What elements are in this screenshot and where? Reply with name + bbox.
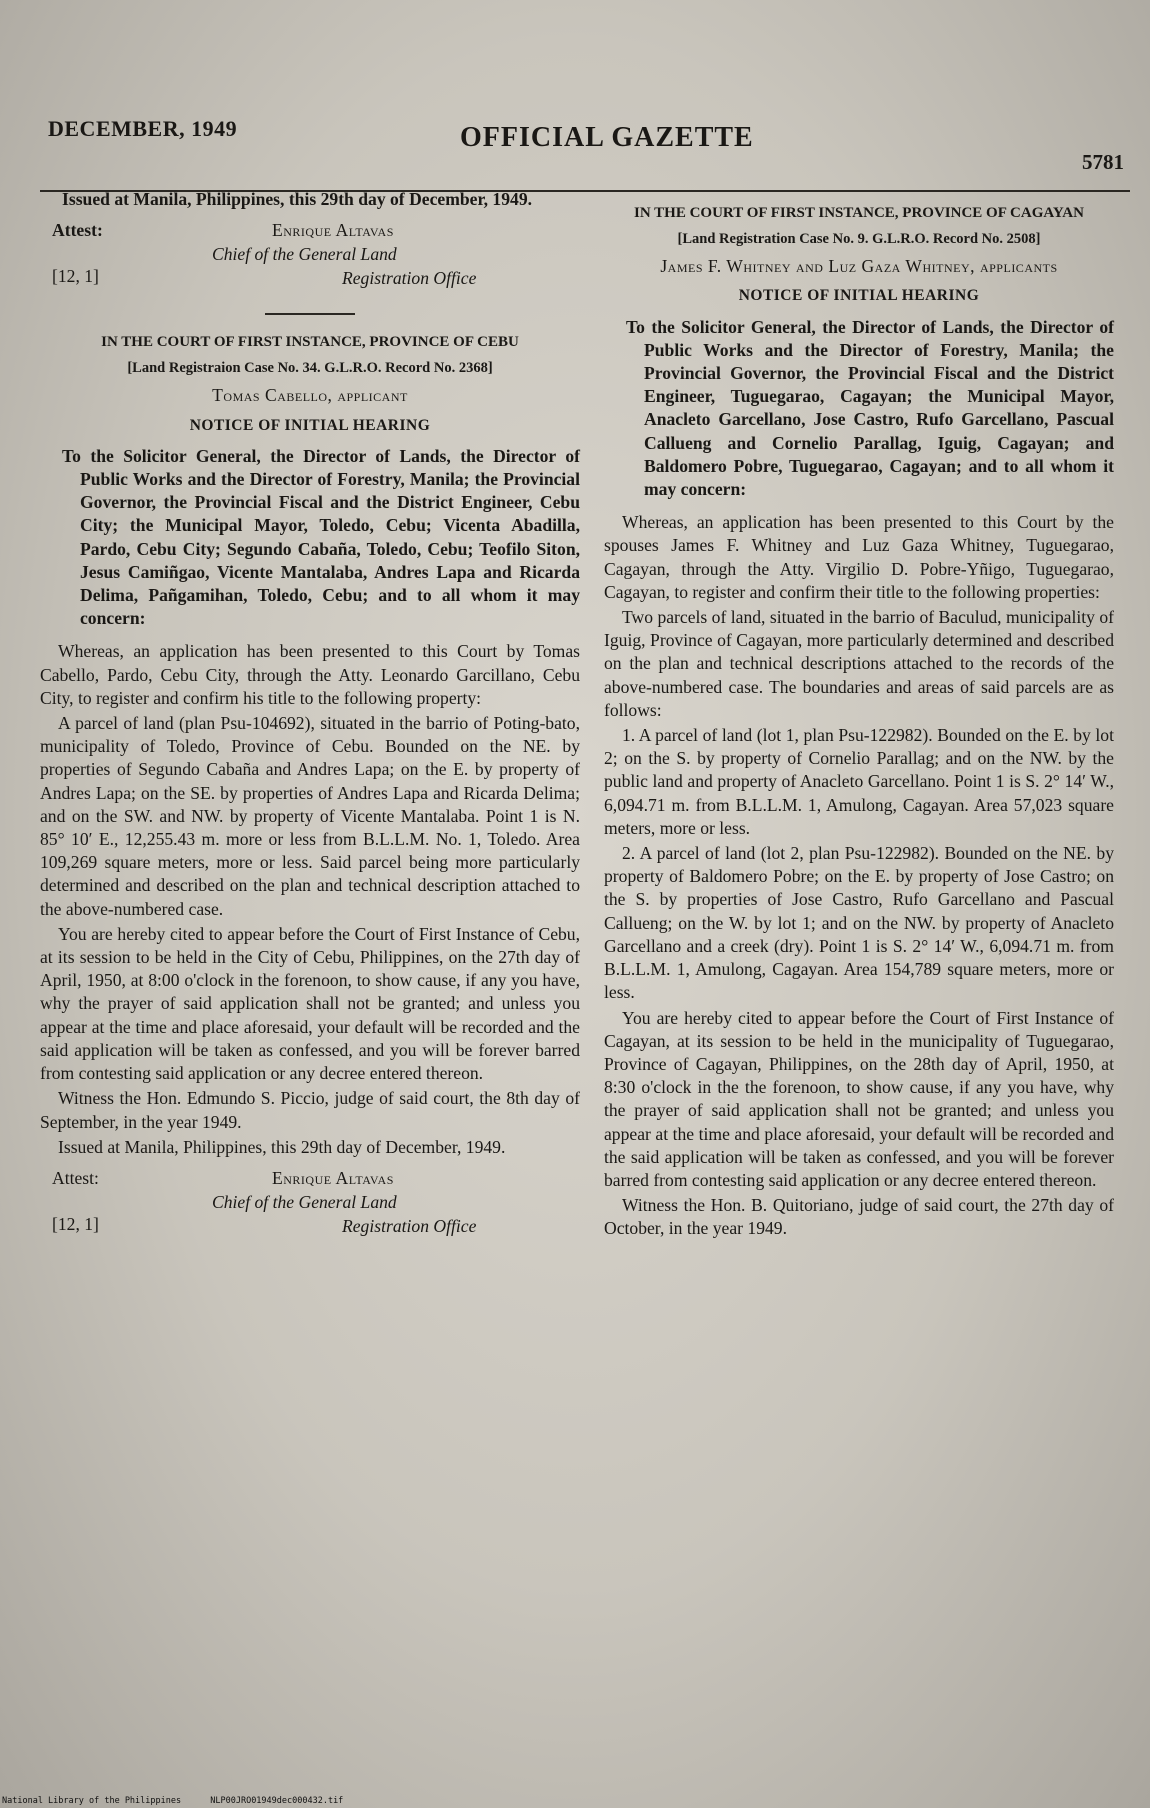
issue-number: [12, 1] xyxy=(52,1213,99,1234)
case-line: [Land Registraion Case No. 34. G.L.R.O. Record No. 2368] xyxy=(127,360,493,377)
paragraph: Witness the Hon. B. Quitoriano, judge of said court, the 27th day of October, in the year 1949. xyxy=(604,1195,1114,1239)
paragraph: Whereas, an application has been presented to this Court by Tomas Cabello, Pardo, Cebu City, through the Atty. Leonardo Garcillano, Cebu City, to register and confirm his title to the following property: xyxy=(40,641,580,708)
addressee-paragraph: To the Solicitor General, the Director of Lands, the Director of Public Works and the Director of Forestry, Manila; the Provincial Governor, the Provincial Fiscal and the District Engineer, Tuguegarao, Cagayan; the Municipal Mayor, Anacleto Garcellano, Jose Castro, Rufo Garcellano, Pascual Callueng and Cornelio Parallag, Iguig, Cagayan; and Baldomero Pobre, Tuguegarao, Cagayan; and to all whom it may concern: xyxy=(626,316,1114,500)
paragraph: Whereas, an application has been presented to this Court by the spouses James F. Whitney and Luz Gaza Whitney, Tuguegarao, Cagayan, through the Atty. Virgilio D. Pobre-Yñigo, Tuguegarao, Cagayan, to register and confirm their title to the following properties: xyxy=(604,512,1114,602)
case-line: [Land Registration Case No. 9. G.L.R.O. Record No. 2508] xyxy=(677,231,1041,247)
paragraph: You are hereby cited to appear before the Court of First Instance of Cagayan, at its session to be held in the municipality of Tuguegarao, Province of Cagayan, Philippines, on the 28th day of April, 1950, at 8:30 o'clock in the the forenoon, to show cause, if any you have, why the prayer of said application shall not be granted; and unless you appear at the time and place aforesaid, your default will be recorded and the said application will be taken as confessed, and you will be forever barred from contesting said application or any decree entered thereon. xyxy=(604,1007,1114,1190)
signatory-office: Registration Office xyxy=(342,268,477,289)
left-column xyxy=(40,188,580,1241)
paragraph: 1. A parcel of land (lot 1, plan Psu-122982). Bounded on the E. by lot 2; on the S. by property of Cornelio Parallag; and on the NW. by the public land and property of Anacleto Garcellano. Point 1 is S. 2° 14′ W., 6,094.71 m. from B.L.L.M. 1, Amulong, Cagayan. Area 57,023 square meters, more or less. xyxy=(604,725,1114,838)
issued-line: Issued at Manila, Philippines, this 29th day of December, 1949. xyxy=(62,189,533,209)
paragraph: Issued at Manila, Philippines, this 29th day of December, 1949. xyxy=(58,1136,506,1157)
notice-heading: NOTICE OF INITIAL HEARING xyxy=(738,287,980,305)
signatory-office: Registration Office xyxy=(342,1215,477,1236)
signatory-name: Enrique Altavas xyxy=(272,220,394,241)
paragraph: Witness the Hon. Edmundo S. Piccio, judge of said court, the 8th day of September, in the year 1949. xyxy=(40,1088,580,1132)
attest-label: Attest: xyxy=(52,1167,99,1188)
issue-number: [12, 1] xyxy=(52,266,99,287)
court-heading: IN THE COURT OF FIRST INSTANCE, PROVINCE OF CEBU xyxy=(101,334,519,351)
addressee-paragraph: To the Solicitor General, the Director of Lands, the Director of Public Works and the Director of Forestry, Manila; the Provincial Governor, the Provincial Fiscal and the District Engineer, Cebu City; the Municipal Mayor, Toledo, Cebu; Vicenta Abadilla, Pardo, Cebu City; Segundo Cabaña, Toledo, Cebu; Teofilo Siton, Jesus Camiñgao, Vicente Mantalaba, Andres Lapa and Ricarda Delima, Pañgamihan, Toledo, Cebu; and to all whom it may concern: xyxy=(62,445,580,629)
signatory-name: Enrique Altavas xyxy=(272,1167,394,1188)
footer-library: National Library of the Philippines xyxy=(2,1796,182,1806)
footer-file: NLP00JRO01949dec000432.tif xyxy=(210,1796,344,1806)
signatory-title: Chief of the General Land xyxy=(212,244,397,265)
header-date: DECEMBER, 1949 xyxy=(48,116,238,141)
paragraph: You are hereby cited to appear before the Court of First Instance of Cebu, at its session to be held in the City of Cebu, Philippines, on the 27th day of April, 1950, at 8:00 o'clock in the forenoon, to show cause, if any you have, why the prayer of said application shall not be granted; and unless you appear at the time and place aforesaid, your default will be recorded and the said application will be taken as confessed, and you will be forever barred from contesting said application or any decree entered thereon. xyxy=(40,923,580,1084)
scan-footer xyxy=(2,1796,367,1806)
section-divider xyxy=(265,313,355,315)
notice-heading: NOTICE OF INITIAL HEARING xyxy=(189,416,431,434)
header-page-number: 5781 xyxy=(1082,150,1124,174)
right-column xyxy=(604,196,1114,1243)
paragraph: 2. A parcel of land (lot 2, plan Psu-122982). Bounded on the NE. by property of Baldomero Pobre; on the E. by property of Jose Castro; on the S. by properties of Jose Castro, Rufo Garcellano and Pascual Callueng; on the W. by lot 1; and on the NW. by property of Anacleto Garcellano and a creek (dry). Point 1 is S. 2° 14′ W., 6,094.71 m. from B.L.L.M. 1, Amulong, Cagayan. Area 154,789 square meters, more or less. xyxy=(604,843,1114,1003)
applicant-line: James F. Whitney and Luz Gaza Whitney, applicants xyxy=(660,256,1058,277)
header-title: OFFICIAL GAZETTE xyxy=(460,122,754,153)
signature-block xyxy=(40,215,580,293)
attest-label: Attest: xyxy=(52,220,103,241)
paragraph: Two parcels of land, situated in the barrio of Baculud, municipality of Iguig, Province of Cagayan, more particularly determined and described on the plan and technical descriptions attached to the records of the above-numbered case. The boundaries and areas of said parcels are as follows: xyxy=(604,607,1114,720)
applicant-line: Tomas Cabello, applicant xyxy=(212,385,408,406)
signature-block xyxy=(40,1163,580,1241)
court-heading: IN THE COURT OF FIRST INSTANCE, PROVINCE OF CAGAYAN xyxy=(634,205,1084,221)
paragraph: A parcel of land (plan Psu-104692), situated in the barrio of Poting-bato, municipality of Toledo, Province of Cebu. Bounded on the NE. by properties of Segundo Cabaña and Andres Lapa; on the E. by property of Andres Lapa; on the SE. by properties of Andres Lapa and Ricarda Delima; and on the SW. and NW. by property of Vicente Mantalaba. Point 1 is N. 85° 10′ E., 12,255.43 m. more or less from B.L.L.M. No. 1, Toledo. Area 109,269 square meters, more or less. Said parcel being more particularly determined and described on the plan and technical description attached to the above-numbered case. xyxy=(40,713,580,919)
signatory-title: Chief of the General Land xyxy=(212,1191,397,1212)
